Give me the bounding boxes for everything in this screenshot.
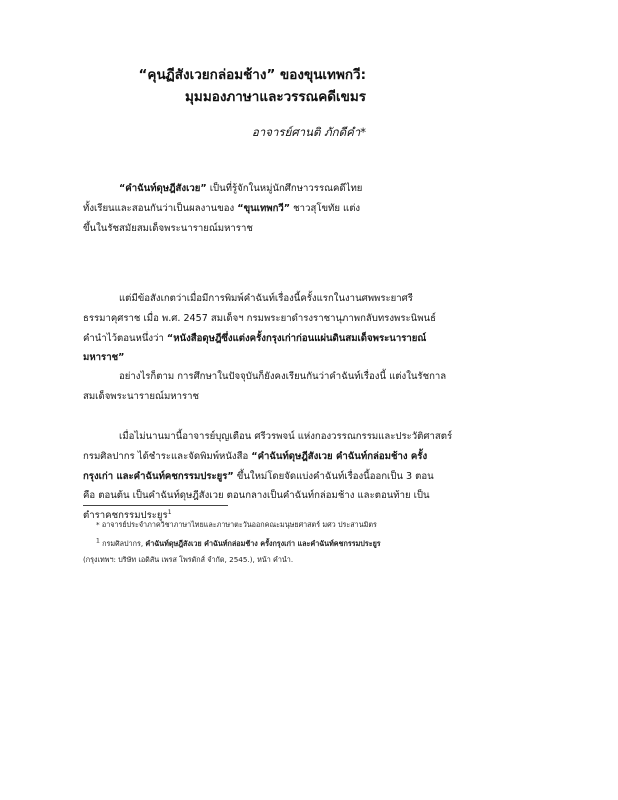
body-text: กรมศิลปากร ได้ชำระและจัดพิมพ์หนังสือ [83, 450, 252, 462]
paragraph-2-line-1: แต่มีข้อสังเกตว่าเมื่อมีการพิมพ์คำฉันท์เรื่องนี้ครั้งแรกในงานศพพระยาศรี [119, 293, 413, 304]
emphasis-text: กรุงเก่า และคำฉันท์คชกรรมประยูร” [83, 470, 234, 482]
body-text: เป็นที่รู้จักในหมู่นักศึกษาวรรณคดีไทย [206, 183, 363, 194]
footnote-marker: 1 [167, 509, 172, 516]
footnote-1: * อาจารย์ประจำภาควิชาภาษาไทยและภาษาตะวันออกคณะมนุษยศาสตร์ มศว ประสานมิตร [96, 520, 377, 529]
paragraph-4-line-4: คือ ตอนต้น เป็นคำฉันท์ดุษฎีสังเวย ตอนกลางเป็นคำฉันท์กล่อมช้าง และตอนท้าย เป็น [83, 490, 430, 502]
paragraph-3-line-2: สมเด็จพระนารายณ์มหาราช [83, 390, 200, 402]
footnote-divider [83, 505, 228, 506]
paragraph-2-line-4: มหาราช” [83, 352, 125, 364]
paragraph-1 [83, 179, 362, 238]
title-line-1: “คุนฏีสังเวยกล่อมช้าง” ของขุนเทพกวี: [138, 67, 366, 83]
paragraph-4-line-2 [83, 447, 452, 467]
emphasis-text: “หนังสือดุษฎีซึ่งแต่งครั้งกรุงเก่าก่อนแผ่นดินสมเด็จพระนารายณ์ [166, 332, 427, 344]
paragraph-2 [83, 289, 436, 368]
author-name: อาจารย์ศานติ ภักดีคำ* [251, 125, 366, 139]
paragraph-1-line-3: ขึ้นในรัชสมัยสมเด็จพระนารายณ์มหาราช [83, 222, 253, 234]
footnote-text: กรมศิลปากร, [99, 539, 146, 548]
footnote-2 [96, 537, 381, 552]
emphasis-text: “คำฉันท์ดุษฎีสังเวย” [119, 183, 207, 194]
paragraph-4-line-3 [83, 467, 452, 487]
body-text: ขึ้นใหม่โดยจัดแบ่งคำฉันท์เรื่องนี้ออกเป็น 3 ตอน [233, 470, 434, 482]
body-text: คำนำไว้ตอนหนึ่งว่า [83, 332, 167, 344]
footnote-2-line-2: (กรุงเทพฯ: บริษัท เอดิสัน เพรส โพรดักส์ จำกัด, 2545.), หน้า คำนำ. [83, 555, 294, 564]
footnote-book-title: คำฉันท์ดุษฎีสังเวย คำฉันท์กล่อมช้าง ครั้งกรุงเก่า และคำฉันท์คชกรรมประยูร [145, 539, 381, 548]
title-line-2: มุมมองภาษาและวรรณคดีเขมร [185, 89, 366, 105]
emphasis-text: “ขุนเทพกวี” [237, 202, 291, 214]
footnote-number: 1 [96, 537, 100, 545]
body-text: ตำราคชกรรมประยูร [83, 510, 168, 522]
paragraph-2-line-2: ธรรมาคุศราช เมื่อ พ.ศ. 2457 สมเด็จฯ กรมพระยาดำรงราชานุภาพกลับทรงพระนิพนธ์ [83, 312, 436, 324]
paragraph-1-line-2 [83, 199, 362, 219]
paragraph-3 [83, 367, 446, 407]
paragraph-1-line-1 [83, 179, 362, 199]
paragraph-3-line-1: อย่างไรก็ตาม การศึกษาในปัจจุบันก็ยังคงเรียนกันว่าคำฉันท์เรื่องนี้ แต่งในรัชกาล [119, 371, 447, 382]
paragraph-4 [83, 427, 452, 526]
body-text: ทั้งเรียนและสอนกันว่าเป็นผลงานของ [83, 202, 238, 214]
emphasis-text: “คำฉันท์ดุษฎีสังเวย คำฉันท์กล่อมช้าง ครั้ง [251, 450, 428, 462]
body-text: ชาวสุโขทัย แต่ง [290, 202, 361, 214]
paragraph-4-line-1: เมื่อไม่นานมานี้อาจารย์บุญเตือน ศรีวรพจน์ แห่งกองวรรณกรรมและประวัติศาสตร์ [119, 431, 453, 442]
paragraph-2-line-3 [83, 329, 436, 349]
